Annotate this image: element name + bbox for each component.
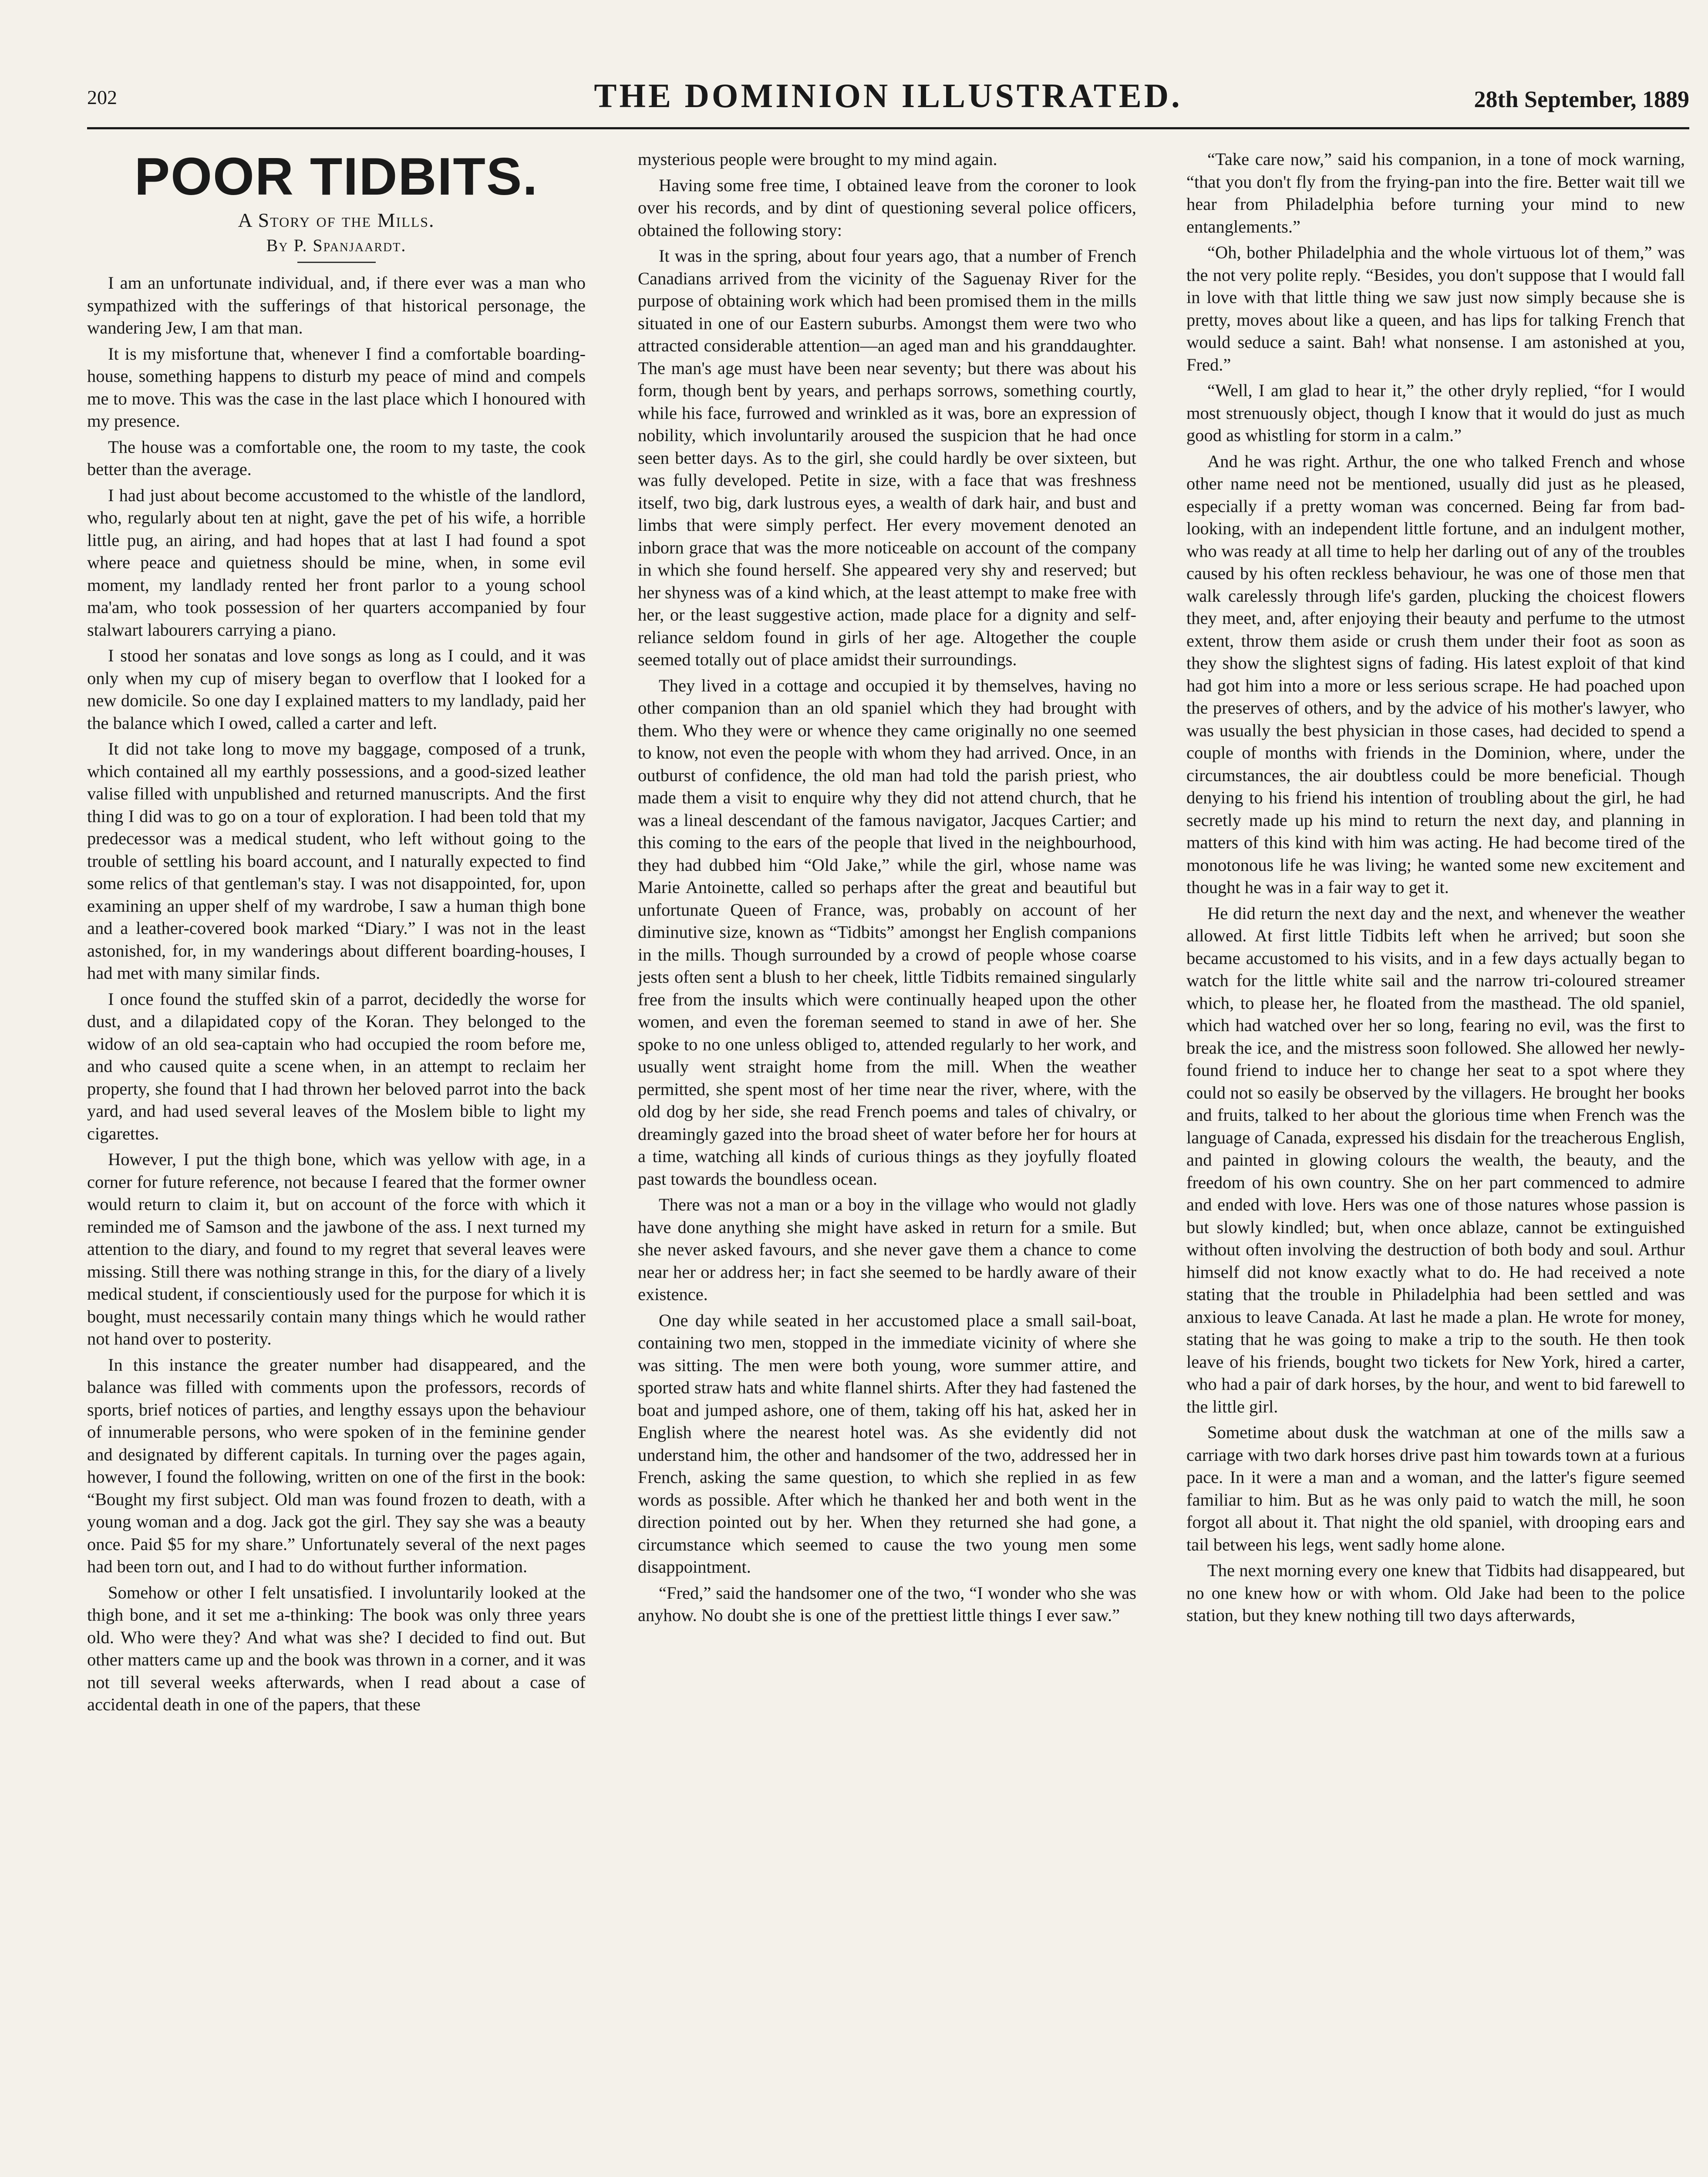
paragraph: It was in the spring, about four years ago, that a number of French Canadians arrived from the vicinity of the Saguenay River for the purpose of obtaining work which had been promised them in the mills situated in one of our Eastern suburbs. Amongst them were two who attracted considerable attention—an aged man and his granddaughter. The man's age must have been near seventy; but there was about his form, though bent by years, and perhaps sorrows, something courtly, while his face, furrowed and wrinkled as it was, bore an expression of nobility, which involuntarily aroused the suspicion that he had once seen better days. As to the girl, she could hardly be over sixteen, but was fully developed. Petite in size, with a face that was freshness itself, two big, dark lustrous eyes, a wealth of dark hair, and bust and limbs that were simply perfect. Her every movement denoted an inborn grace that was the more noticeable on account of the company in which she found herself. She appeared very shy and reserved; but her shyness was of a kind which, at the least attempt to make free with her, or the least suggestive action, made place for a dignity and self-reliance seldom found in girls of her age. Altogether the couple seemed totally out of place amidst their surroundings.: [638, 246, 1136, 669]
page-number: 202: [87, 86, 117, 108]
article-subtitle: A Story of the Mills.: [238, 209, 435, 231]
paragraph: It is my misfortune that, whenever I find a comfortable boarding-house, something happens to disturb my peace of mind and compels me to move. This was the case in the last place which I honoured with my presence.: [87, 344, 586, 431]
header-rule: [87, 127, 1689, 129]
paragraph: It did not take long to move my baggage, composed of a trunk, which contained all my earthly possessions, and a good-sized leather valise filled with unpublished and returned manuscripts. And the first thing I did was to go on a tour of exploration. I had been told that my predecessor was a medical student, who left without going to the trouble of settling his board account, and I naturally expected to find some relics of that gentleman's stay. I was not disappointed, for, upon examining an upper shelf of my wardrobe, I saw a human thigh bone and a leather-covered book marked “Diary.” I was not in the least astonished, for, in my wanderings about different boarding-houses, I had met with many similar finds.: [87, 739, 586, 983]
paragraph: I once found the stuffed skin of a parrot, decidedly the worse for dust, and a dilapidated copy of the Koran. They belonged to the widow of an old sea-captain who had occupied the room before me, and who caused quite a scene when, in an attempt to reclaim her property, she found that I had thrown her beloved parrot into the back yard, and had used several leaves of the Moslem bible to light my cigarettes.: [87, 989, 586, 1143]
paragraph: I stood her sonatas and love songs as long as I could, and it was only when my cup of misery began to overflow that I looked for a new domicile. So one day I explained matters to my landlady, paid her the balance which I owed, called a carter and left.: [87, 646, 586, 733]
column-body: [87, 272, 586, 1716]
page-header: [87, 76, 1689, 124]
column-1: [87, 148, 586, 1719]
column-2: [638, 148, 1136, 1630]
paragraph: I am an unfortunate individual, and, if there ever was a man who sympathized with the sufferings of that historical personage, the wandering Jew, I am that man.: [87, 273, 586, 337]
column-3: [1186, 148, 1685, 1630]
title-divider: [297, 262, 376, 263]
article-title: POOR TIDBITS.: [134, 147, 539, 206]
paragraph: They lived in a cottage and occupied it by themselves, having no other companion than an old spaniel which they had brought with them. Who they were or whence they came originally no one seemed to know, not even the people with whom they had arrived. Once, in an outburst of confidence, the old man had told the parish priest, who made them a visit to enquire why they did not attend church, that he was a lineal descendant of the famous navigator, Jacques Cartier; and this coming to the ears of the people that lived in the neighbourhood, they had dubbed him “Old Jake,” while the girl, whose name was Marie Antoinette, called so perhaps after the great and beautiful but unfortunate Queen of France, was, probably on account of her diminutive size, known as “Tidbits” amongst her English companions in the mills. Though surrounded by a crowd of people whose coarse jests often sent a blush to her cheek, little Tidbits remained singularly free from the insults which were continually heaped upon the other women, and even the foreman seemed to stand in awe of her. She spoke to no one unless obliged to, attended regularly to her work, and usually went straight home from the mill. When the weather permitted, she spent most of her time near the river, where, with the old dog by her side, she read French poems and tales of chivalry, or dreamingly gazed into the broad sheet of water before her for hours at a time, watching all kinds of curious things as they joyfully floated past towards the boundless ocean.: [638, 675, 1136, 1189]
paragraph: One day while seated in her accustomed place a small sail-boat, containing two men, stopped in the immediate vicinity of where she was sitting. The men were both young, wore summer attire, and sported straw hats and white flannel shirts. After they had fastened the boat and jumped ashore, one of them, taking off his hat, asked her in English where the nearest hotel was. As she evidently did not understand him, the other and handsomer of the two, addressed her in French, asking the same question, to which she replied in as few words as possible. After which he thanked her and both went in the direction pointed out by her. When they returned she had gone, a circumstance which seemed to cause the two young men some disappointment.: [638, 1310, 1136, 1577]
paragraph: However, I put the thigh bone, which was yellow with age, in a corner for future reference, not because I feared that the former owner would return to claim it, but on account of the force with which it reminded me of Samson and the jawbone of the ass. I next turned my attention to the diary, and found to my regret that several leaves were missing. Still there was nothing strange in this, for the diary of a lively medical student, if conscientiously used for the purpose for which it is bought, must necessarily contain many things which he would rather not hand over to posterity.: [87, 1149, 586, 1348]
paragraph: mysterious people were brought to my mind again.: [638, 149, 997, 169]
paragraph: The house was a comfortable one, the room to my taste, the cook better than the average.: [87, 437, 586, 479]
paragraph: And he was right. Arthur, the one who talked French and whose other name need not be mentioned, usually did just as he pleased, especially if a pretty woman was concerned. Being far from bad-looking, with an independent little fortune, and an indulgent mother, who was ready at all time to help her darling out of any of the troubles caused by his often reckless behaviour, he was one of those men that walk carelessly through life's garden, plucking the choicest flowers they meet, and, after enjoying their beauty and perfume to the utmost extent, throw them aside or crush them under their foot as soon as they show the slightest signs of fading. His latest exploit of that kind had got him into a more or less serious scrape. He had poached upon the preserves of others, and by the advice of his mother's lawyer, who was usually the best physician in those cases, had decided to spend a couple of months with friends in the Dominion, where, under the circumstances, the air doubtless could be more beneficial. Though denying to his friend his intention of troubling about the girl, he had secretly made up his mind to return the next day, and planning in matters of this kind with him was acting. He had become tired of the monotonous life he was living; he wanted some new excitement and thought he was in a fair way to get it.: [1186, 451, 1685, 897]
paragraph: Somehow or other I felt unsatisfied. I involuntarily looked at the thigh bone, and it set me a-thinking: The book was only three years old. Who were they? And what was she? I decided to find out. But other matters came up and the book was thrown in a corner, and it was not till several weeks afterwards, when I read about a case of accidental death in one of the papers, that these: [87, 1582, 586, 1714]
paragraph: “Fred,” said the handsomer one of the two, “I wonder who she was anyhow. No doubt she is one of the prettiest little things I ever saw.”: [638, 1583, 1136, 1625]
paragraph: Having some free time, I obtained leave from the coroner to look over his records, and by dint of questioning several police officers, obtained the following story:: [638, 175, 1136, 240]
paragraph: Sometime about dusk the watchman at one of the mills saw a carriage with two dark horses drive past him towards town at a furious pace. In it were a man and a woman, and the latter's figure seemed familiar to him. But as he was only paid to watch the mill, he soon forgot all about it. That night the old spaniel, with drooping ears and tail between his legs, went sadly home alone.: [1186, 1422, 1685, 1554]
paragraph: I had just about become accustomed to the whistle of the landlord, who, regularly about ten at night, gave the pet of his wife, a horrible little pug, an airing, and had hopes that at last I had found a spot where peace and quietness should be mine, when, in some evil moment, my landlady rented her front parlor to a young school ma'am, who took possession of her quarters accompanied by four stalwart labourers carrying a piano.: [87, 485, 586, 640]
column-body: [1186, 148, 1685, 1627]
paragraph: There was not a man or a boy in the village who would not gladly have done anything she might have asked in return for a smile. But she never asked favours, and she never gave them a chance to come near her or address her; in fact she seemed to be hardly aware of their existence.: [638, 1195, 1136, 1304]
paragraph: The next morning every one knew that Tidbits had disappeared, but no one knew how or with whom. Old Jake had been to the police station, but they knew nothing till two days afterwards,: [1186, 1560, 1685, 1625]
paragraph: “Well, I am glad to hear it,” the other dryly replied, “for I would most strenuously object, though I know that it would do just as much good as whistling for storm in a calm.”: [1186, 381, 1685, 445]
paragraph: In this instance the greater number had disappeared, and the balance was filled with comments upon the professors, records of sports, brief notices of parties, and lengthy essays upon the behaviour of innumerable persons, who were spoken of in the feminine gender and designated by different capitals. In turning over the pages again, however, I found the following, written on one of the first in the book: “Bought my first subject. Old man was found frozen to death, with a young woman and a dog. Jack got the girl. They say she was a beauty once. Paid $5 for my share.” Unfortunately several of the next pages had been torn out, and I had to do without further information.: [87, 1355, 586, 1576]
masthead: THE DOMINION ILLUSTRATED.: [594, 77, 1182, 115]
column-body: [638, 148, 1136, 1627]
paragraph: “Take care now,” said his companion, in a tone of mock warning, “that you don't fly from the frying-pan into the fire. Better wait till we hear from Philadelphia before turning your mind to new entanglements.”: [1186, 149, 1685, 236]
paragraph: “Oh, bother Philadelphia and the whole virtuous lot of them,” was the not very polite reply. “Besides, you don't suppose that I would fall in love with that little thing we saw just now simply because she is pretty, moves about like a queen, and has lips for talking French that would seduce a saint. Bah! what nonsense. I am astonished at you, Fred.”: [1186, 243, 1685, 374]
article-byline: By P. Spanjaardt.: [266, 235, 407, 255]
issue-date: 28th September, 1889: [1474, 86, 1689, 112]
paragraph: He did return the next day and the next, and whenever the weather allowed. At first little Tidbits left when he arrived; but soon she became accustomed to his visits, and in a few days actually began to watch for the little white sail and the narrow tri-coloured streamer which, to please her, he floated from the masthead. The old spaniel, which had watched over her so long, fearing no evil, was the first to break the ice, and the mistress soon followed. She allowed her newly-found friend to induce her to change her seat to a spot where they could not so easily be observed by the villagers. He brought her books and fruits, talked to her about the glorious time when French was the language of Canada, expressed his disdain for the treacherous English, and painted in glowing colours the wealth, the beauty, and the freedom of his own country. She on her part commenced to admire and ended with love. Hers was one of those natures whose passion is but slowly kindled; but, when once ablaze, cannot be extinguished without often involving the destruction of both body and soul. Arthur himself did not know exactly what to do. He had received a note stating that the trouble in Philadelphia had been settled and was anxious to leave Canada. At last he made a plan. He wrote for money, stating that he was going to make a trip to the south. He then took leave of his friends, bought two tickets for New York, hired a carter, who had a pair of dark horses, by the hour, and went to bid farewell to the little girl.: [1186, 903, 1685, 1416]
